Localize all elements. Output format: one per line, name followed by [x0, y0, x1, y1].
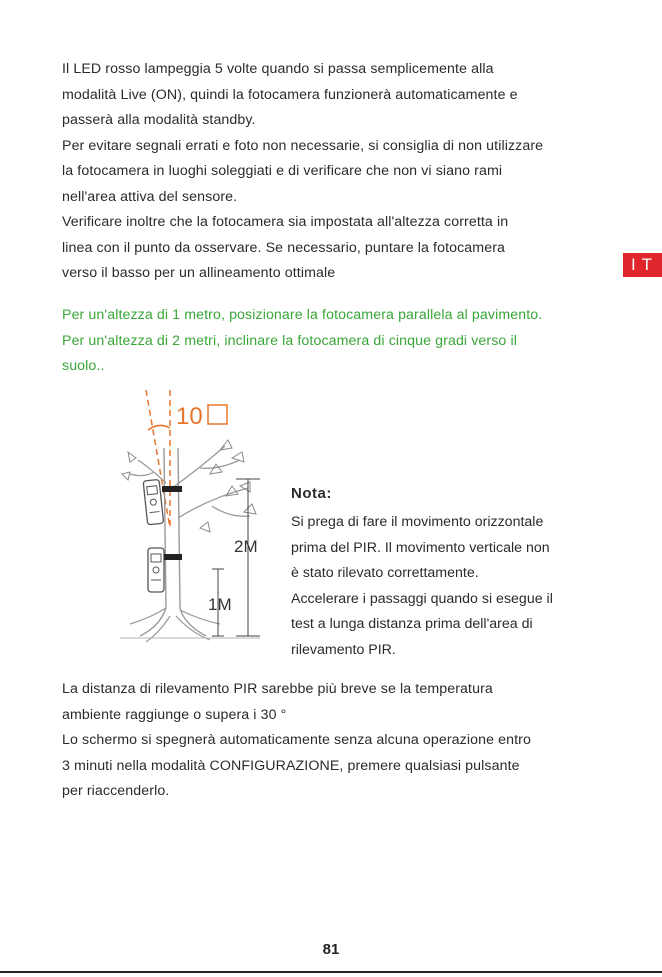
angle-arc [148, 425, 170, 430]
note-line: rilevamento PIR. [291, 641, 396, 658]
camera-upper [143, 479, 164, 524]
label-1m: 1M [208, 595, 232, 614]
text-line: Per un'altezza di 2 metri, inclinare la fotocamera di cinque gradi verso il [62, 332, 517, 349]
tree-leaves [122, 440, 256, 532]
degree-symbol-box [208, 405, 227, 424]
text-line: verso il basso per un allineamento ottimale [62, 265, 336, 281]
bottom-rule [0, 971, 662, 973]
text-line: La distanza di rilevamento PIR sarebbe più breve se la temperatura [62, 681, 493, 697]
text-line: Il LED rosso lampeggia 5 volte quando si passa semplicemente alla [62, 61, 494, 77]
camera-mounting-diagram [100, 388, 280, 658]
page-number: 81 [322, 941, 340, 958]
text-line: Lo schermo si spegnerà automaticamente senza alcuna operazione entro [62, 732, 531, 748]
diagram-svg [100, 388, 280, 658]
note-line: Si prega di fare il movimento orizzontale [291, 514, 544, 530]
text-line: Per evitare segnali errati e foto non necessarie, si consiglia di non utilizzare [62, 137, 544, 154]
note-line: test a lunga distanza prima dell'area di [291, 616, 533, 632]
text-line: Verificare inoltre che la fotocamera sia impostata all'altezza corretta in [62, 214, 509, 230]
note-line: è stato rilevato correttamente. [291, 565, 479, 581]
note-line: prima del PIR. Il movimento verticale non [291, 539, 550, 556]
text-line: suolo.. [62, 358, 105, 374]
angle-label: 10 [176, 403, 203, 430]
tree-roots [130, 608, 220, 642]
height-guidance-note [62, 303, 622, 380]
text-line: modalità Live (ON), quindi la fotocamera funzionerà automaticamente e [62, 86, 518, 103]
camera-lower [148, 548, 164, 592]
note-line: Accelerare i passaggi quando si esegue il [291, 590, 553, 607]
text-line: la fotocamera in luoghi soleggiati e di verificare che non vi siano rami [62, 163, 503, 179]
pir-distance-paragraph [62, 677, 622, 805]
language-tab: IT [623, 253, 662, 277]
text-line: linea con il punto da osservare. Se necessario, puntare la fotocamera [62, 239, 506, 256]
text-line: per riaccenderlo. [62, 783, 170, 799]
note-title: Nota: [291, 485, 332, 502]
label-2m: 2M [234, 537, 258, 556]
text-line: 3 minuti nella modalità CONFIGURAZIONE, premere qualsiasi pulsante [62, 757, 520, 774]
tree-trunk [140, 448, 206, 636]
text-line: ambiente raggiunge o supera i 30 ° [62, 706, 287, 723]
camera-strap-lower [164, 554, 182, 560]
intro-paragraph [62, 57, 622, 287]
camera-strap-upper [162, 486, 182, 492]
text-line: passerà alla modalità standby. [62, 112, 256, 128]
text-line: nell'area attiva del sensore. [62, 188, 238, 205]
text-line: Per un'altezza di 1 metro, posizionare la fotocamera parallela al pavimento. [62, 307, 543, 323]
note-body [291, 510, 553, 663]
